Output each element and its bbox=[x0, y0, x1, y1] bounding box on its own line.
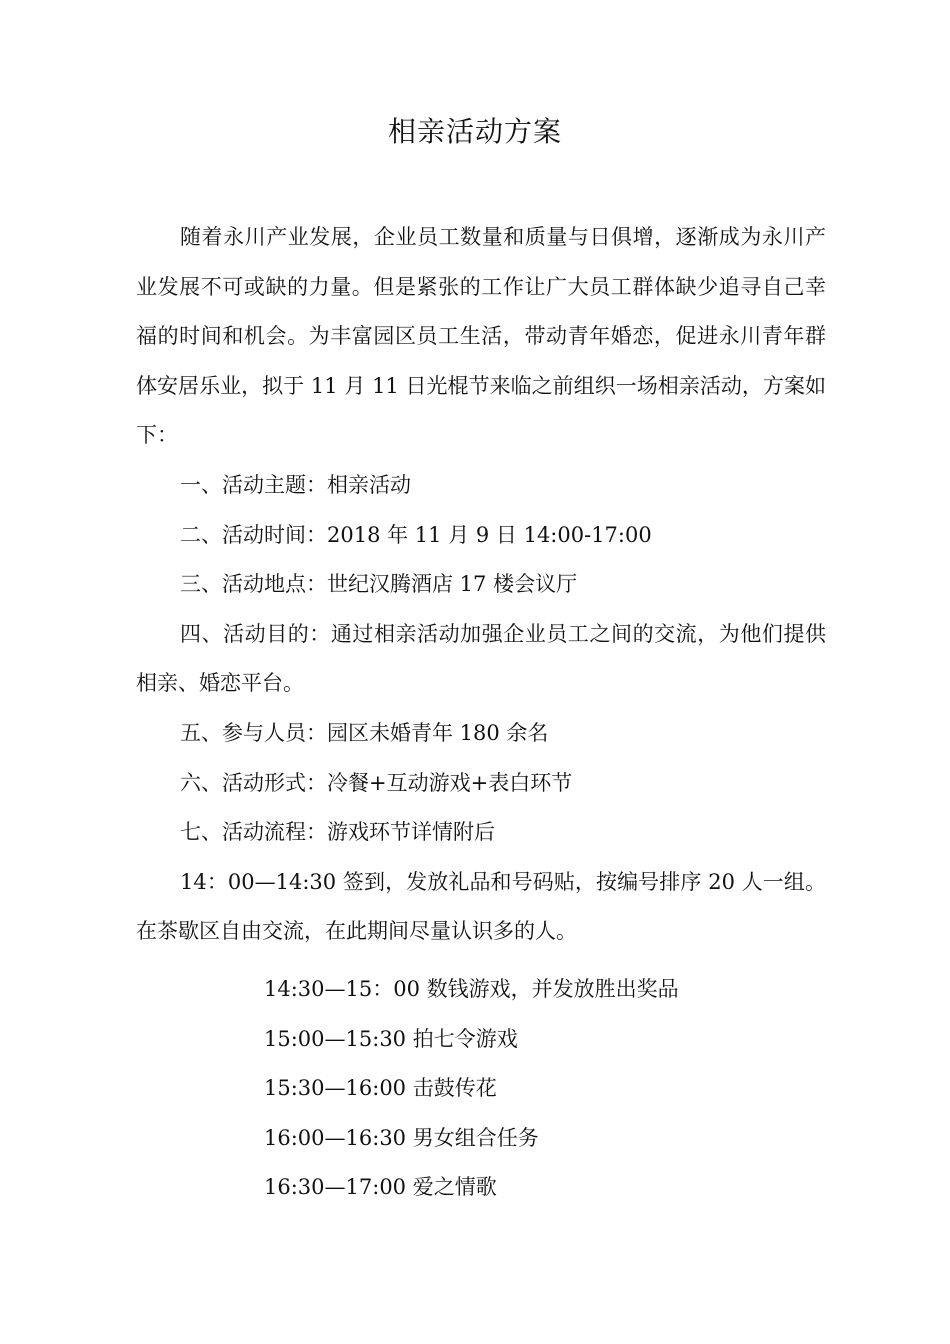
item-process: 七、活动流程：游戏环节详情附后 bbox=[180, 820, 495, 845]
item-purpose: 四、活动目的：通过相亲活动加强企业员工之间的交流，为他们提供相亲、婚恋平台。 bbox=[136, 621, 826, 696]
item-participants: 五、参与人员：园区未婚青年 180 余名 bbox=[180, 720, 549, 745]
intro-paragraph: 随着永川产业发展，企业员工数量和质量与日俱增，逐渐成为永川产业发展不可或缺的力量。但是紧张的工作让广大员工群体缺少追寻自己幸福的时间和机会。为丰富园区员工生活，带动青年婚恋，促进永川青年群体安居乐业，拟于 11 月 11 日光棍节来临之前组织一场相亲活动，方案如下： bbox=[136, 225, 826, 448]
document-title: 相亲活动方案 bbox=[387, 115, 562, 148]
item-format: 六、活动形式：冷餐+互动游戏+表白环节 bbox=[180, 770, 573, 795]
item-signin: 14：00—14:30 签到，发放礼品和号码贴，按编号排序 20 人一组。在茶歇区自由交流，在此期间尽量认识多的人。 bbox=[136, 869, 826, 944]
schedule-item: 15:00—15:30 拍七令游戏 bbox=[264, 1026, 518, 1051]
item-location: 三、活动地点：世纪汉腾酒店 17 楼会议厅 bbox=[180, 572, 578, 597]
schedule-item: 16:30—17:00 爱之情歌 bbox=[264, 1175, 497, 1200]
schedule-item: 14:30—15：00 数钱游戏，并发放胜出奖品 bbox=[264, 977, 679, 1001]
item-theme: 一、活动主题：相亲活动 bbox=[180, 472, 411, 497]
item-time: 二、活动时间：2018 年 11 月 9 日 14:00-17:00 bbox=[180, 522, 652, 547]
document-body bbox=[136, 213, 826, 957]
schedule-item: 16:00—16:30 男女组合任务 bbox=[264, 1125, 539, 1150]
schedule-list bbox=[264, 965, 824, 1213]
schedule-item: 15:30—16:00 击鼓传花 bbox=[264, 1076, 497, 1101]
